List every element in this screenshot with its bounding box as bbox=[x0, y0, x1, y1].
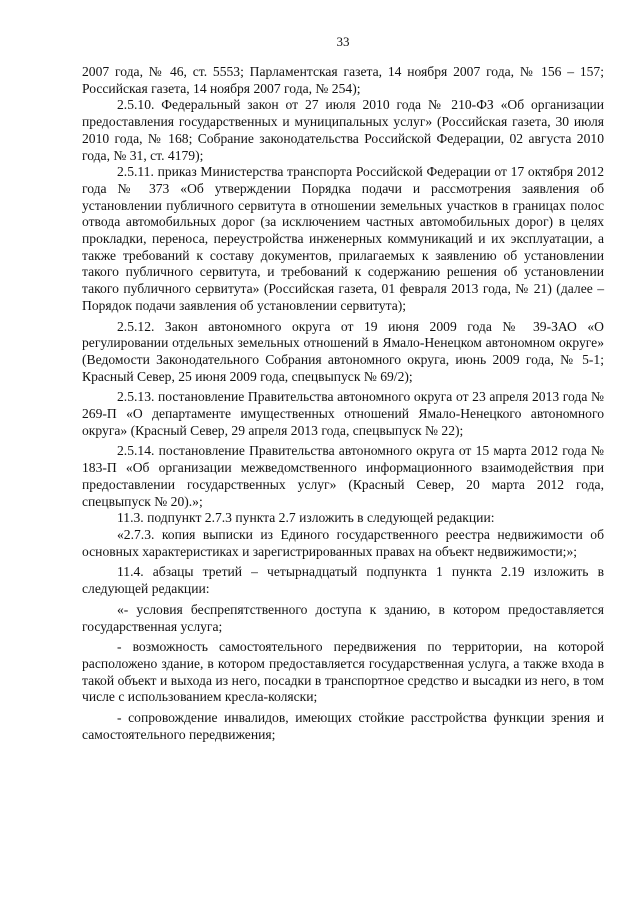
paragraph-11-3: 11.3. подпункт 2.7.3 пункта 2.7 изложить в следующей редакции: bbox=[117, 510, 495, 526]
page-number: 33 bbox=[336, 34, 350, 49]
paragraph-2-5-13: 2.5.13. постановление Правительства автономного округа от 23 апреля 2013 года № 269-П «О департаменте имущественных отношений Ямало-Ненецкого автономного округа» (Красный Север, 29 апреля 2013 года, спецвыпуск № 22); bbox=[82, 389, 604, 438]
paragraph-2-5-14: 2.5.14. постановление Правительства автономного округа от 15 марта 2012 года № 183-П «Об организации межведомственного информационного взаимодействия при предоставлении государственных услуг» (Красный Север, 20 марта 2012 года, спецвыпуск № 20).»; bbox=[82, 443, 604, 509]
paragraph-2-5-11: 2.5.11. приказ Министерства транспорта Российской Федерации от 17 октября 2012 года № 373 «Об утверждении Порядка подачи и рассмотрения заявления об установлении публичного сервитута в отношении земельных участков в границах полос отвода автомобильных дорог (за исключением частных автомобильных дорог) в целях прокладки, переноса, переустройства инженерных коммуникаций и их эксплуатации, а также требований к составу документов, прилагаемых к заявлению об установлении такого публичного сервитута, и требований к содержанию решения об установлении такого публичного сервитута» (Российская газета, 01 февраля 2013 года, № 21) (далее – Порядок подачи заявления об установлении сервитута); bbox=[82, 164, 604, 313]
paragraph-access-conditions: «- условия беспрепятственного доступа к зданию, в котором предоставляется государственная услуга; bbox=[82, 601, 604, 634]
paragraph-11-4: 11.4. абзацы третий – четырнадцатый подпункта 1 пункта 2.19 изложить в следующей редакции: bbox=[82, 564, 604, 597]
paragraph-2-5-10: 2.5.10. Федеральный закон от 27 июля 2010 года № 210-ФЗ «Об организации предоставления государственных и муниципальных услуг» (Российская газета, 30 июля 2010 года, № 168; Собрание законодательства Российской Федерации, 02 августа 2010 года, № 31, ст. 4179); bbox=[82, 97, 604, 163]
paragraph-accompaniment: - сопровождение инвалидов, имеющих стойкие расстройства функции зрения и самостоятельного передвижения; bbox=[82, 710, 604, 742]
paragraph-2-5-12: 2.5.12. Закон автономного округа от 19 июня 2009 года № 39-ЗАО «О регулировании отдельных земельных отношений в Ямало-Ненецком автономном округе» (Ведомости Законодательного Собрания автономного округа, июнь 2009 года, № 5-1; Красный Север, 25 июня 2009 года, спецвыпуск № 69/2); bbox=[82, 318, 604, 384]
paragraph-independent-movement: - возможность самостоятельного передвижения по территории, на которой расположено здание, в котором предоставляется государственная услуга, а также входа в такой объект и выхода из него, посадки в транспортное средство и высадки из него, в том числе с использованием кресла-коляски; bbox=[82, 639, 604, 705]
paragraph-continuation: 2007 года, № 46, ст. 5553; Парламентская газета, 14 ноября 2007 года, № 156 – 157; Российская газета, 14 ноября 2007 года, № 254); bbox=[82, 64, 604, 96]
paragraph-2-7-3: «2.7.3. копия выписки из Единого государственного реестра недвижимости об основных характеристиках и зарегистрированных правах на объект недвижимости;»; bbox=[82, 526, 604, 559]
